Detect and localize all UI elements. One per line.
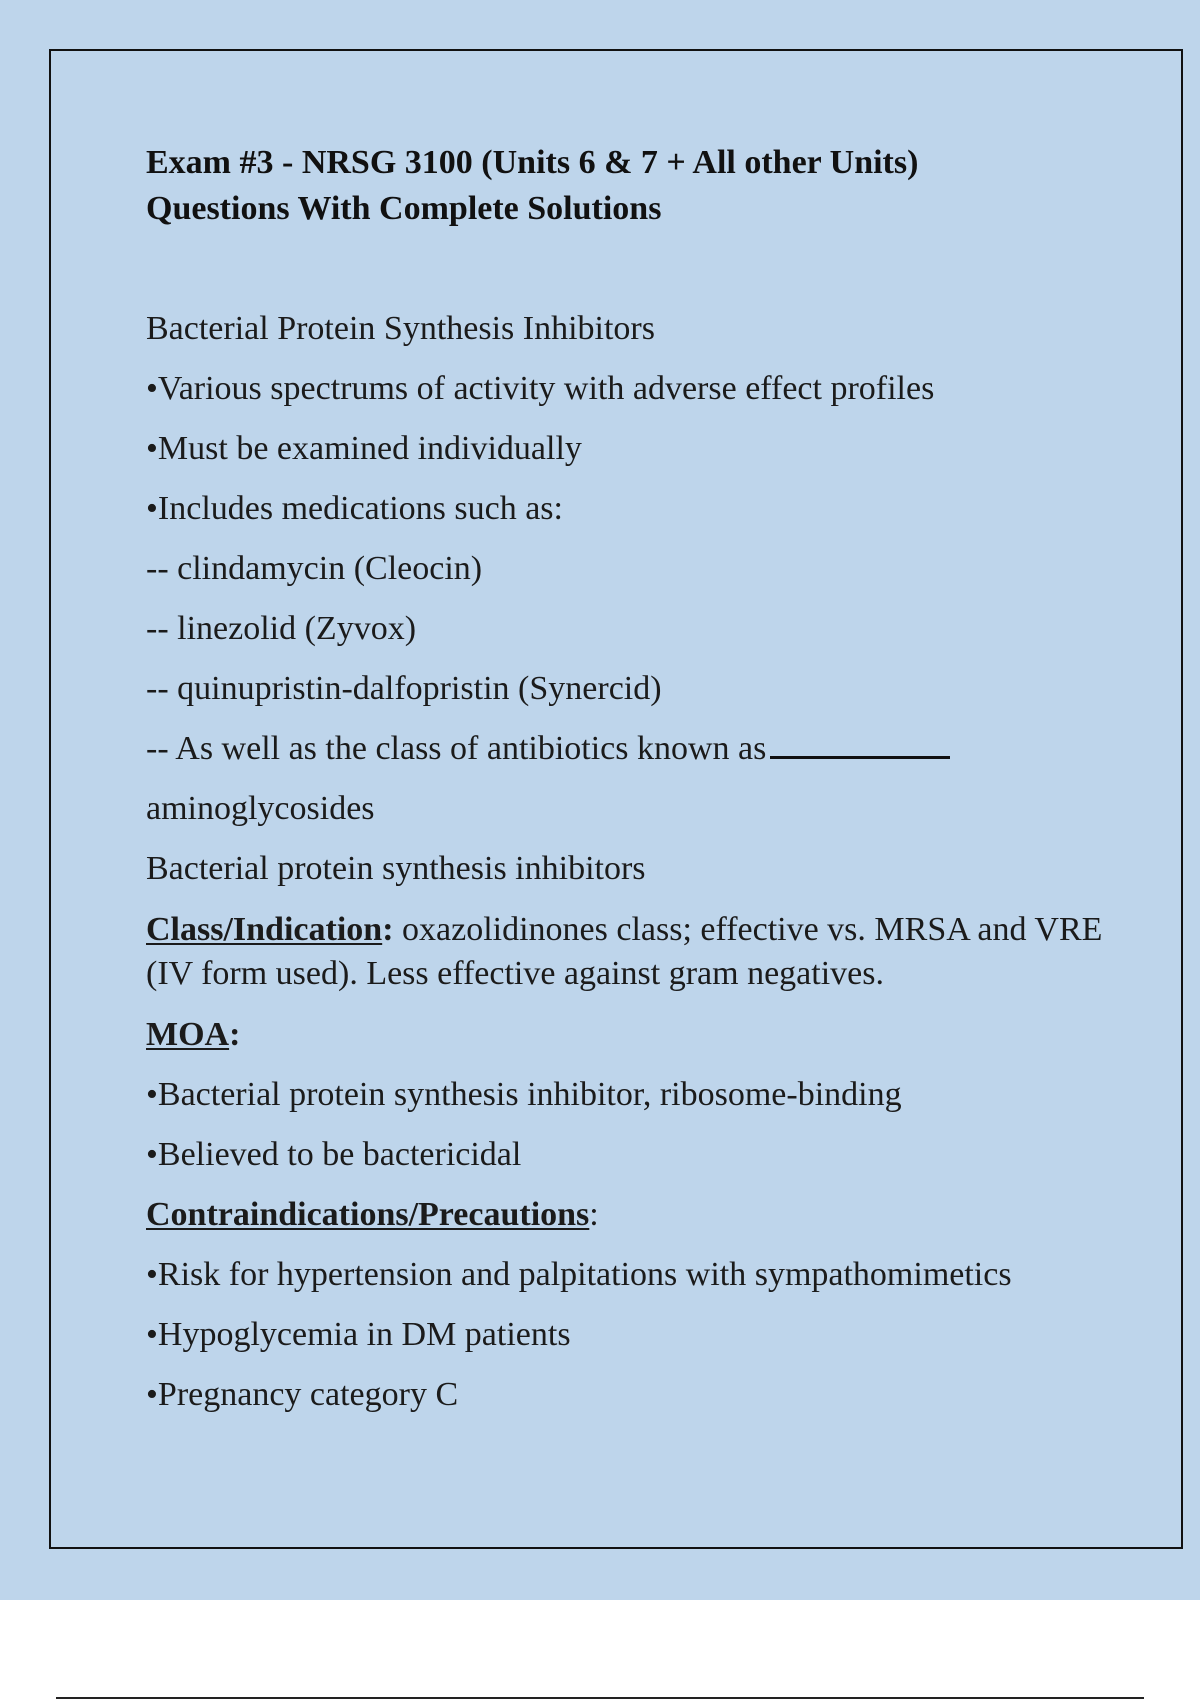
contraindications-heading-line: Contraindications/Precautions:	[146, 1196, 599, 1233]
drug-item: -- linezolid (Zyvox)	[146, 610, 417, 647]
class-indication-paragraph: Class/Indication: oxazolidinones class; effective vs. MRSA and VRE (IV form used). Less effective against gram negatives.	[146, 911, 1103, 992]
class-indication-text: oxazolidinones class; effective vs. MRSA and VRE (IV form used). Less effective against gram negatives.	[146, 911, 1103, 992]
contraindication-bullet: •Pregnancy category C	[146, 1376, 459, 1413]
moa-heading-line: MOA:	[146, 1016, 241, 1053]
moa-heading: MOA	[146, 1016, 230, 1053]
bullet-item: •Must be examined individually	[146, 430, 582, 467]
second-question-topic: Bacterial protein synthesis inhibitors	[146, 850, 646, 887]
footer-divider	[56, 1697, 1144, 1699]
moa-bullet: •Bacterial protein synthesis inhibitor, ribosome-binding	[146, 1076, 902, 1113]
document-content	[146, 140, 1106, 1434]
drug-item: -- quinupristin-dalfopristin (Synercid)	[146, 670, 662, 707]
bullet-item: •Various spectrums of activity with adverse effect profiles	[146, 370, 935, 407]
bullet-item: •Includes medications such as:	[146, 490, 563, 527]
moa-bullet: •Believed to be bactericidal	[146, 1136, 522, 1173]
contraindication-bullet: •Hypoglycemia in DM patients	[146, 1316, 571, 1353]
answer-blank	[770, 734, 950, 759]
title-line-1: Exam #3 - NRSG 3100 (Units 6 & 7 + All other Units)	[146, 144, 919, 181]
document-title	[146, 140, 1106, 232]
contraindication-bullet: •Risk for hypertension and palpitations with sympathomimetics	[146, 1256, 1012, 1293]
title-line-2: Questions With Complete Solutions	[146, 190, 662, 227]
question-topic: Bacterial Protein Synthesis Inhibitors	[146, 310, 655, 347]
class-indication-heading: Class/Indication	[146, 911, 383, 948]
fill-in-prompt: -- As well as the class of antibiotics known as	[146, 730, 767, 767]
drug-item: -- clindamycin (Cleocin)	[146, 550, 483, 587]
answer-text: aminoglycosides	[146, 790, 375, 827]
fill-in-question	[146, 728, 1106, 770]
contraindications-heading: Contraindications/Precautions	[146, 1196, 590, 1233]
